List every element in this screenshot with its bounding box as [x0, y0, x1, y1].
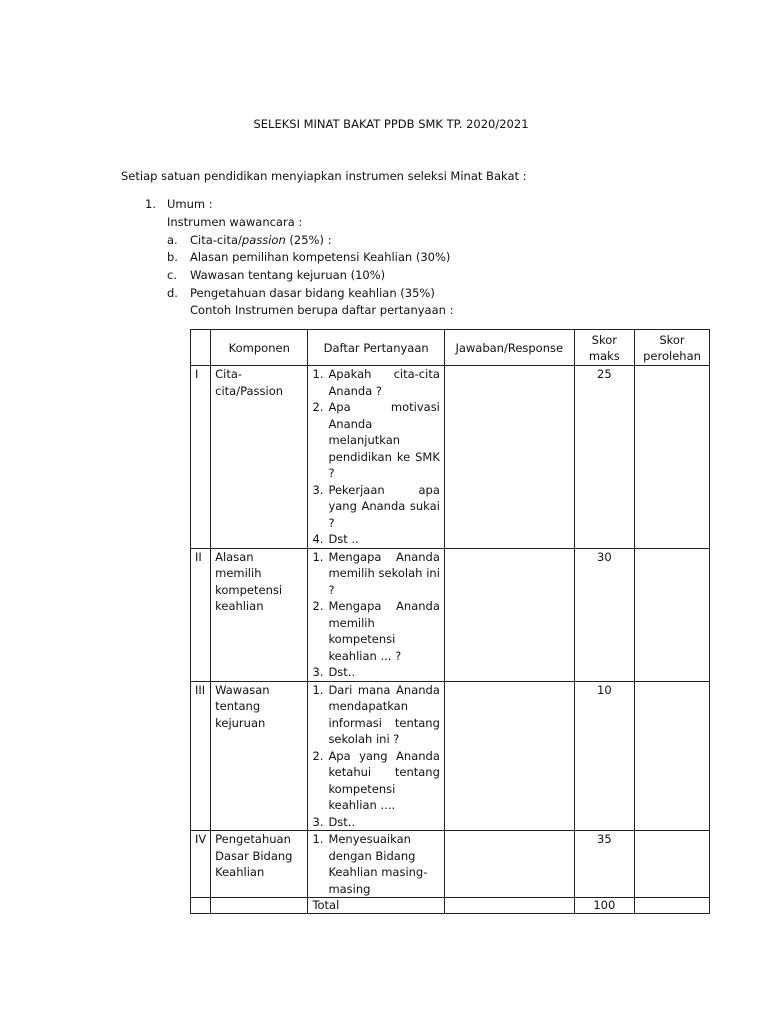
- answer-cell: [444, 831, 574, 898]
- table-row: [191, 366, 710, 549]
- question-item: 2. Apa motivasi Ananda melanjutkan pendidikan ke SMK ?: [312, 400, 440, 480]
- table-row: [191, 831, 710, 898]
- item-letter-d: d.: [167, 286, 178, 300]
- table-row: [191, 681, 710, 831]
- total-max-score: 100: [574, 898, 634, 914]
- question-item: 3. Pekerjaan apa yang Ananda sukai ?: [312, 482, 440, 530]
- obtained-score-cell: [635, 681, 710, 831]
- table-header-row: [191, 330, 710, 366]
- row-number: III: [191, 681, 211, 831]
- question-item: 1. Dari mana Ananda mendapatkan informasi tentang sekolah ini ?: [312, 682, 440, 746]
- max-score-cell: 35: [574, 831, 634, 898]
- question-table: [190, 329, 710, 914]
- answer-cell: [444, 366, 574, 549]
- questions-cell: [308, 831, 444, 898]
- total-empty-cell: [635, 898, 710, 914]
- question-item: 4. Dst ..: [312, 532, 359, 546]
- example-line: Contoh Instrumen berupa daftar pertanyaan :: [190, 303, 454, 317]
- total-row: [191, 898, 710, 914]
- obtained-score-cell: [635, 831, 710, 898]
- document-title: SELEKSI MINAT BAKAT PPDB SMK TP. 2020/2021: [253, 117, 529, 131]
- header-daftar-pertanyaan: Daftar Pertanyaan: [308, 330, 444, 366]
- header-jawaban: Jawaban/Response: [444, 330, 574, 366]
- question-item: 2. Apa yang Ananda ketahui tentang kompetensi keahlian ....: [312, 748, 440, 812]
- item-text-b: Alasan pemilihan kompetensi Keahlian (30%): [190, 250, 451, 264]
- section-heading: Umum :: [167, 197, 213, 211]
- max-score-cell: 25: [574, 366, 634, 549]
- item-text-d: Pengetahuan dasar bidang keahlian (35%): [190, 286, 435, 300]
- max-score-cell: 10: [574, 681, 634, 831]
- answer-cell: [444, 548, 574, 681]
- row-number: I: [191, 366, 211, 549]
- component-cell: Wawasan tentang kejuruan: [211, 681, 308, 831]
- obtained-score-cell: [635, 366, 710, 549]
- item-letter-c: c.: [167, 268, 177, 282]
- header-skor-perolehan: Skor perolehan: [635, 330, 710, 366]
- total-empty-cell: [444, 898, 574, 914]
- header-skor-maks: Skor maks: [574, 330, 634, 366]
- table-row: [191, 548, 710, 681]
- item-text-c: Wawasan tentang kejuruan (10%): [190, 268, 386, 282]
- row-number: II: [191, 548, 211, 681]
- total-empty-cell: [211, 898, 308, 914]
- component-cell: Pengetahuan Dasar Bidang Keahlian: [211, 831, 308, 898]
- instrument-line: Instrumen wawancara :: [167, 215, 303, 229]
- obtained-score-cell: [635, 548, 710, 681]
- question-item: 1. Menyesuaikan dengan Bidang Keahlian masing-masing: [312, 832, 428, 896]
- item-letter-b: b.: [167, 250, 178, 264]
- max-score-cell: 30: [574, 548, 634, 681]
- question-item: 1. Apakah cita-cita Ananda ?: [312, 367, 440, 398]
- question-item: 3. Dst..: [312, 814, 356, 829]
- question-item: 2. Mengapa Ananda memilih kompetensi keahlian ... ?: [312, 599, 440, 663]
- item-text-a: Cita-cita/passion (25%) :: [190, 233, 332, 247]
- questions-cell: [308, 548, 444, 681]
- header-no: [191, 330, 211, 366]
- answer-cell: [444, 681, 574, 831]
- question-item: 3. Dst..: [312, 665, 356, 679]
- row-number: IV: [191, 831, 211, 898]
- total-empty-cell: [191, 898, 211, 914]
- item-letter-a: a.: [167, 233, 178, 247]
- questions-cell: [308, 681, 444, 831]
- questions-cell: [308, 366, 444, 549]
- component-cell: Cita-cita/Passion: [211, 366, 308, 549]
- question-item: 1. Mengapa Ananda memilih sekolah ini ?: [312, 549, 440, 597]
- header-komponen: Komponen: [211, 330, 308, 366]
- component-cell: Alasan memilih kompetensi keahlian: [211, 548, 308, 681]
- intro-paragraph: Setiap satuan pendidikan menyiapkan instrumen seleksi Minat Bakat :: [121, 169, 527, 183]
- section-number: 1.: [145, 197, 156, 211]
- total-label: Total: [308, 898, 444, 914]
